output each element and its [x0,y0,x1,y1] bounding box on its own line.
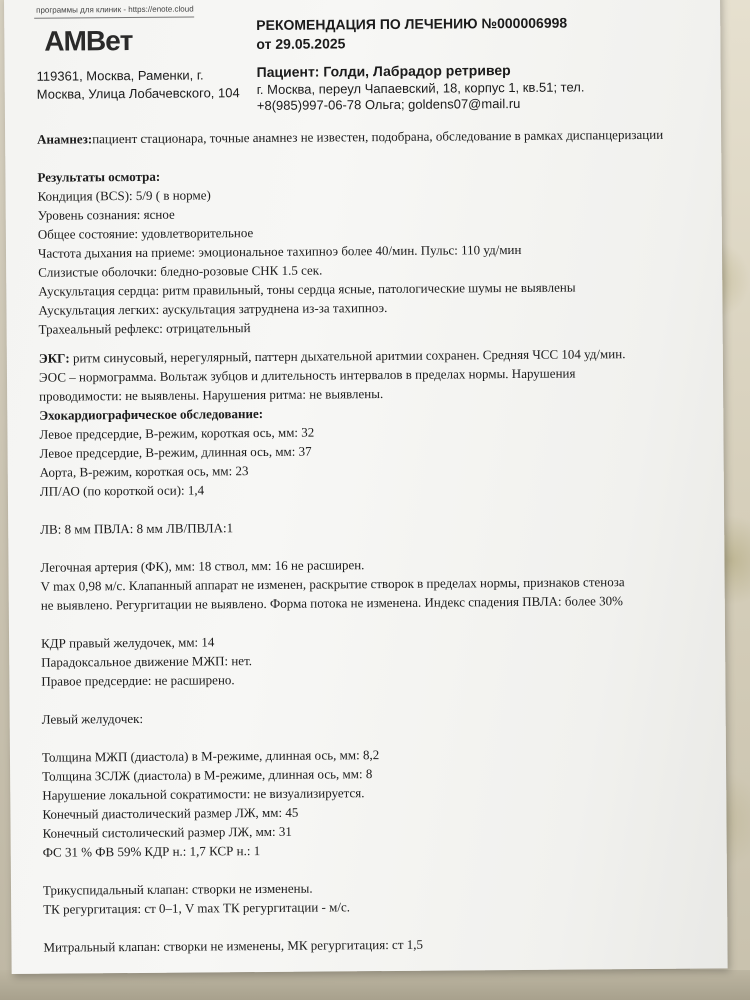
echo-la-line: Аорта, В-режим, короткая ось, мм: 23 [39,463,249,480]
ekg-label: ЭКГ: [38,350,70,366]
exam-line: Трахеальный рефлекс: отрицательный [38,320,251,337]
mitral-line: Митральный клапан: створки не изменены, МК регургитация: ст 1,5 [43,936,424,955]
echo-la-line: ЛП/АО (по короткой оси): 1,4 [39,482,205,499]
patient-info [257,61,657,114]
document-title: РЕКОМЕНДАЦИЯ ПО ЛЕЧЕНИЮ №000006998 [256,14,568,34]
ekg-line-3: проводимости: не выявлены. Нарушения ритма: не выявлены. [39,386,384,404]
tricuspid-line: Трикуспидальный клапан: створки не изменены. [42,880,313,898]
exam-line: Частота дыхания на приеме: эмоциональное тахипноэ более 40/мин. Пульс: 110 уд/мин [37,241,522,261]
exam-line: Кондиция (BCS): 5/9 ( в норме) [37,187,211,204]
patient-address: г. Москва, переул Чапаевский, 18, корпус 1, кв.51; тел. [256,79,585,98]
echo-la-line: Левое предсердие, В-режим, длинная ось, мм: 37 [39,443,312,461]
exam-line: Общее состояние: удовлетворительное [37,225,254,242]
document-header [256,14,567,54]
exam-line: Уровень сознания: ясное [37,206,175,223]
pulmonary-artery-line: V max 0,98 м/с. Клапанный аппарат не изменен, раскрытие створок в пределах нормы, признаков стеноза [40,574,625,594]
exam-title: Результаты осмотра: [37,168,161,185]
document-page [4,0,728,974]
ekg-text: ритм синусовый, нерегулярный, паттерн дыхательной аритмии сохранен. Средняя ЧСС 104 уд/мин. [69,346,626,366]
exam-line: Аускультация сердца: ритм правильный, тоны сердца ясные, патологические шумы не выявлены [38,279,576,299]
pulmonary-artery-line: не выявлено. Регургитации не выявлено. Форма потока не изменена. Индекс спадения ПВЛА: более 30% [40,593,623,613]
left-ventricle-line: Конечный диастолический размер ЛЖ, мм: 45 [42,804,299,822]
left-ventricle-line: ФС 31 % ФВ 59% КДР н.: 1,7 КСР н.: 1 [42,843,261,860]
ekg-line-2: ЭОС – нормограмма. Вольтаж зубцов и длительность интервалов в пределах нормы. Нарушения [38,365,576,385]
echo-title: Эхокардиографическое обследование: [39,405,264,423]
anamnesis-label: Анамнез: [37,131,93,147]
document-date: от 29.05.2025 [256,35,346,53]
left-ventricle-line: Толщина ЗСЛЖ (диастола) в М-режиме, длинная ось, мм: 8 [42,766,373,784]
document-body [37,124,713,956]
top-url-text: программы для клиник - https://enote.cloud [36,4,194,15]
left-ventricle-line: Нарушение локальной сократимости: не визуализируется. [42,785,365,803]
right-ventricle-line: КДР правый желудочек, мм: 14 [41,634,215,651]
left-ventricle-title: Левый желудочек: [41,710,144,727]
left-ventricle-line: Толщина МЖП (диастола) в М-режиме, длинная ось, мм: 8,2 [41,747,380,765]
right-ventricle-line: Парадоксальное движение МЖП: нет. [41,653,253,670]
clinic-address-line-1: 119361, Москва, Раменки, г. [36,67,204,84]
pulmonary-artery-line: Легочная артерия (ФК), мм: 18 ствол, мм: 16 не расширен. [40,557,365,575]
right-ventricle-line: Правое предсердие: не расширено. [41,672,235,689]
clinic-logo: AMBeт [44,24,133,57]
exam-line: Аускультация легких: аускультация затруднена из-за тахипноэ. [38,299,388,318]
clinic-address-line-2: Москва, Улица Лобачевского, 104 [36,85,240,102]
lv-pvla-line: ЛВ: 8 мм ПВЛА: 8 мм ЛВ/ПВЛА:1 [40,520,234,537]
patient-contacts: +8(985)997-06-78 Ольга; goldens07@mail.ru [256,95,521,114]
clinic-address [37,66,277,104]
patient-name: Пациент: Голди, Лабрадор ретривер [256,62,511,81]
tricuspid-line: ТК регургитация: ст 0–1, V max ТК регургитации - м/с. [43,899,351,917]
exam-line: Слизистые оболочки: бледно-розовые СНК 1.5 сек. [38,262,323,280]
echo-la-line: Левое предсердие, В-режим, короткая ось, мм: 32 [39,424,315,442]
left-ventricle-line: Конечный систолический размер ЛЖ, мм: 31 [42,823,292,841]
url-underline [34,17,194,19]
anamnesis-text: пациент стационара, точные анамнез не известен, подобрана, обследование в рамках диспанцеризации [92,126,664,147]
table-surface [0,970,750,1000]
